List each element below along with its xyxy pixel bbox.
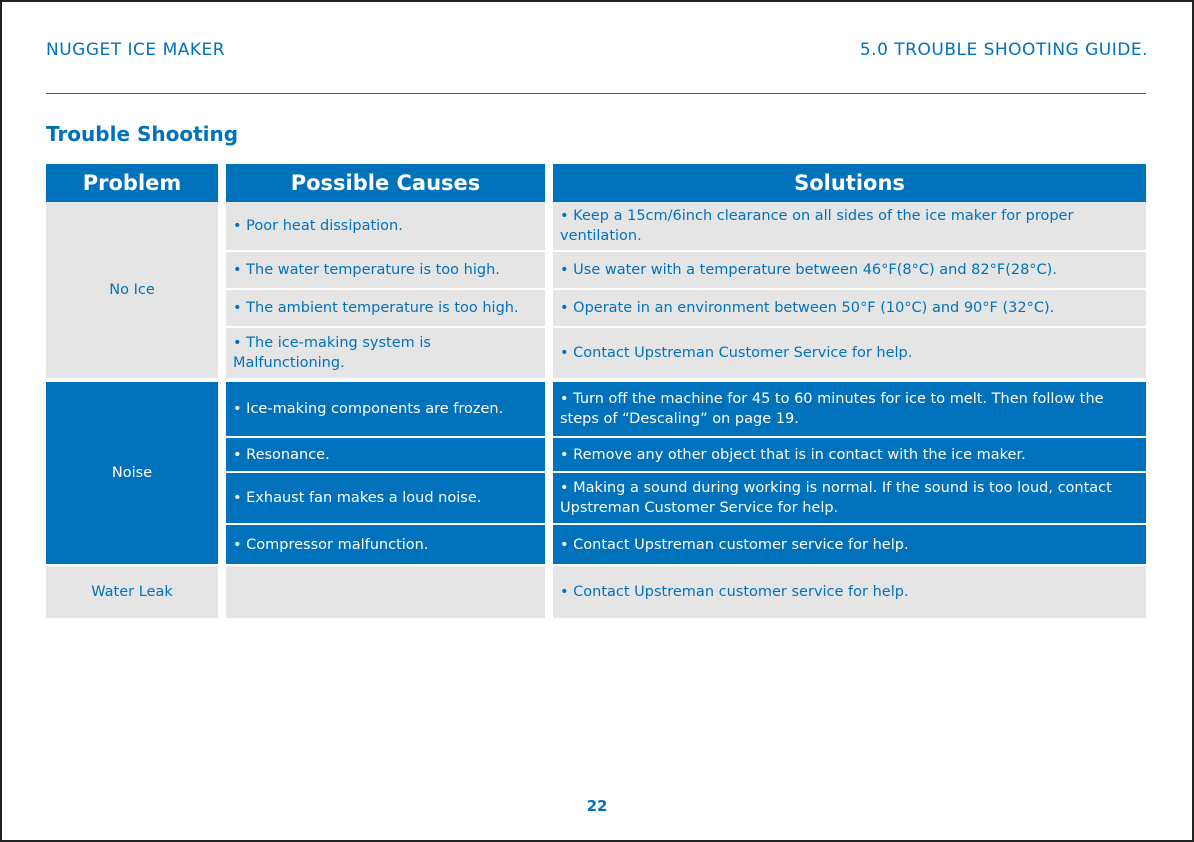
cause-cell: • Compressor malfunction.	[226, 525, 545, 564]
page-number: 22	[586, 797, 608, 815]
solution-cell: • Turn off the machine for 45 to 60 minutes for ice to melt. Then follow the steps of “Descaling” on page 19.	[553, 382, 1146, 436]
solution-cell: • Remove any other object that is in contact with the ice maker.	[553, 438, 1146, 471]
cause-cell: • The water temperature is too high.	[226, 252, 545, 288]
solution-cell: • Contact Upstreman customer service for help.	[553, 525, 1146, 564]
solution-cell: • Operate in an environment between 50°F (10°C) and 90°F (32°C).	[553, 290, 1146, 326]
section-title: Trouble Shooting	[46, 122, 239, 146]
header-divider	[46, 93, 1146, 94]
cause-cell: • The ambient temperature is too high.	[226, 290, 545, 326]
solution-cell: • Contact Upstreman Customer Service for help.	[553, 328, 1146, 378]
cause-cell: • Resonance.	[226, 438, 545, 471]
cause-cell: • The ice-making system is Malfunctioning.	[226, 328, 545, 378]
cause-cell	[226, 566, 545, 618]
problem-noise: Noise	[46, 382, 218, 564]
cause-cell: • Poor heat dissipation.	[226, 202, 545, 250]
column-header-solutions: Solutions	[553, 164, 1146, 202]
header-section: 5.0 TROUBLE SHOOTING GUIDE.	[859, 40, 1148, 60]
solution-cell: • Making a sound during working is normal. If the sound is too loud, contact Upstreman Customer Service for help.	[553, 473, 1146, 523]
solution-cell: • Contact Upstreman customer service for help.	[553, 566, 1146, 618]
troubleshooting-table	[46, 164, 1146, 618]
column-header-causes: Possible Causes	[226, 164, 545, 202]
solution-cell: • Use water with a temperature between 46°F(8°C) and 82°F(28°C).	[553, 252, 1146, 288]
header-title: NUGGET ICE MAKER	[46, 40, 226, 60]
problem-water-leak: Water Leak	[46, 566, 218, 618]
solution-cell: • Keep a 15cm/6inch clearance on all sides of the ice maker for proper ventilation.	[553, 202, 1146, 250]
cause-cell: • Exhaust fan makes a loud noise.	[226, 473, 545, 523]
problem-no-ice: No Ice	[46, 202, 218, 378]
cause-cell: • Ice-making components are frozen.	[226, 382, 545, 436]
column-header-problem: Problem	[46, 164, 218, 202]
